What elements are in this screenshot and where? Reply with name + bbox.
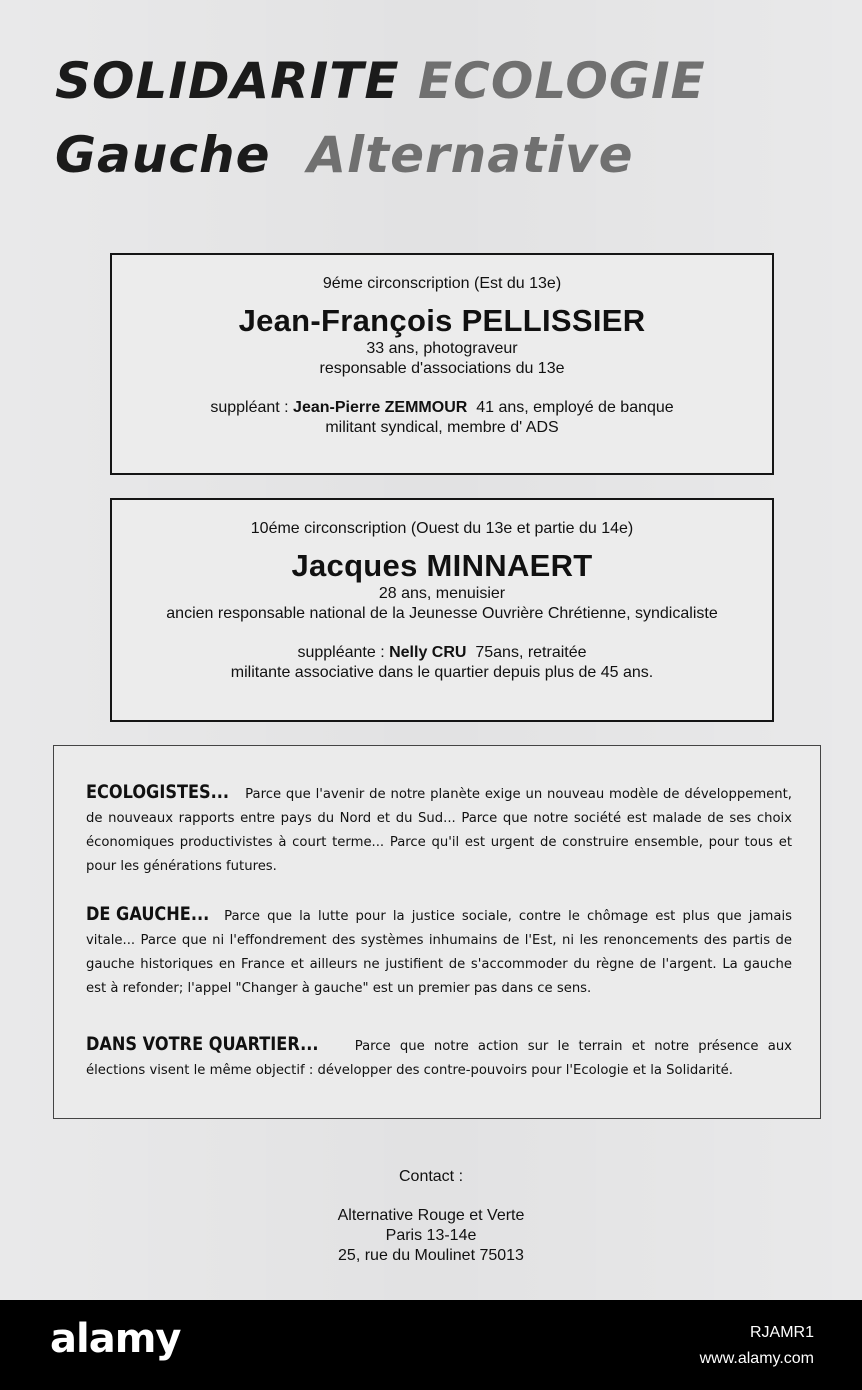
- title-solidarite: SOLIDARITE: [55, 52, 400, 110]
- manifesto-text: Parce que l'avenir de notre planète exige un nouveau modèle de développement, de nouveaux rapports entre pays du Nord et du Sud... Parce que notre société est malade de ses choix économiques productivistes à court terme... Parce qu'il est urgent de construire ensemble, pour tous et pour les générations futures.: [86, 787, 793, 874]
- alamy-logo: alamy: [50, 1316, 181, 1362]
- manifesto-text: Parce que notre action sur le terrain et notre présence aux élections visent le même objectif : développer des contre-pouvoirs pour l'Ecologie et la Solidarité.: [86, 1039, 792, 1078]
- title-gauche: Gauche: [55, 126, 271, 184]
- contact-city: Paris 13-14e: [385, 1227, 477, 1244]
- title-ecologie: ECOLOGIE: [417, 52, 706, 110]
- manifesto-de-gauche: [86, 902, 792, 1001]
- substitute-desc: 41 ans, employé de banque: [476, 399, 674, 416]
- circonscription-label: 9éme circonscription (Est du 13e): [322, 275, 562, 292]
- manifesto-ecologistes: [86, 780, 792, 879]
- candidate-box-1: [110, 253, 774, 475]
- image-id: RJAMR1: [749, 1324, 814, 1341]
- substitute-line: [112, 397, 772, 418]
- substitute-role: militante associative dans le quartier depuis plus de 45 ans.: [230, 664, 654, 681]
- substitute-line: [112, 642, 772, 663]
- manifesto-box: [53, 745, 821, 1119]
- substitute-role: militant syndical, membre d' ADS: [325, 419, 559, 436]
- manifesto-quartier: [86, 1032, 792, 1083]
- substitute-desc: 75ans, retraitée: [475, 644, 587, 661]
- candidate-box-2: [110, 498, 774, 722]
- manifesto-heading: DANS VOTRE QUARTIER...: [86, 1033, 319, 1055]
- contact-org: Alternative Rouge et Verte: [337, 1207, 525, 1224]
- title-line-1: [55, 52, 706, 110]
- contact-address: 25, rue du Moulinet 75013: [338, 1247, 524, 1264]
- candidate-age-job: 33 ans, photograveur: [366, 340, 518, 357]
- candidate-name: Jean-François PELLISSIER: [238, 303, 646, 338]
- contact-label: Contact :: [398, 1168, 464, 1185]
- candidate-age-job: 28 ans, menuisier: [378, 585, 506, 602]
- manifesto-text: Parce que la lutte pour la justice sociale, contre le chômage est plus que jamais vitale... Parce que ni l'effondrement des systèmes inhumains de l'Est, ni les renoncements des partis de gauche historiques en France et ailleurs ne justifient de s'accommoder du règne de l'argent. La gauche est à refonder; l'appel "Changer à gauche" est un premier pas dans ce sens.: [86, 909, 792, 996]
- candidate-role: ancien responsable national de la Jeunesse Ouvrière Chrétienne, syndicaliste: [166, 605, 718, 622]
- substitute-label: suppléant :: [210, 399, 289, 416]
- site-url[interactable]: www.alamy.com: [699, 1350, 814, 1367]
- manifesto-heading: DE GAUCHE...: [86, 903, 210, 925]
- candidate-name: Jacques MINNAERT: [291, 548, 593, 583]
- manifesto-heading: ECOLOGISTES...: [86, 781, 230, 803]
- title-line-2: [55, 126, 634, 184]
- substitute-label: suppléante :: [297, 644, 385, 661]
- candidate-role: responsable d'associations du 13e: [319, 360, 565, 377]
- title-alternative: Alternative: [307, 126, 634, 184]
- substitute-name: Jean-Pierre ZEMMOUR: [293, 399, 468, 416]
- substitute-name: Nelly CRU: [389, 644, 467, 661]
- contact-details: [0, 1206, 862, 1266]
- circonscription-label: 10éme circonscription (Ouest du 13e et partie du 14e): [250, 520, 634, 537]
